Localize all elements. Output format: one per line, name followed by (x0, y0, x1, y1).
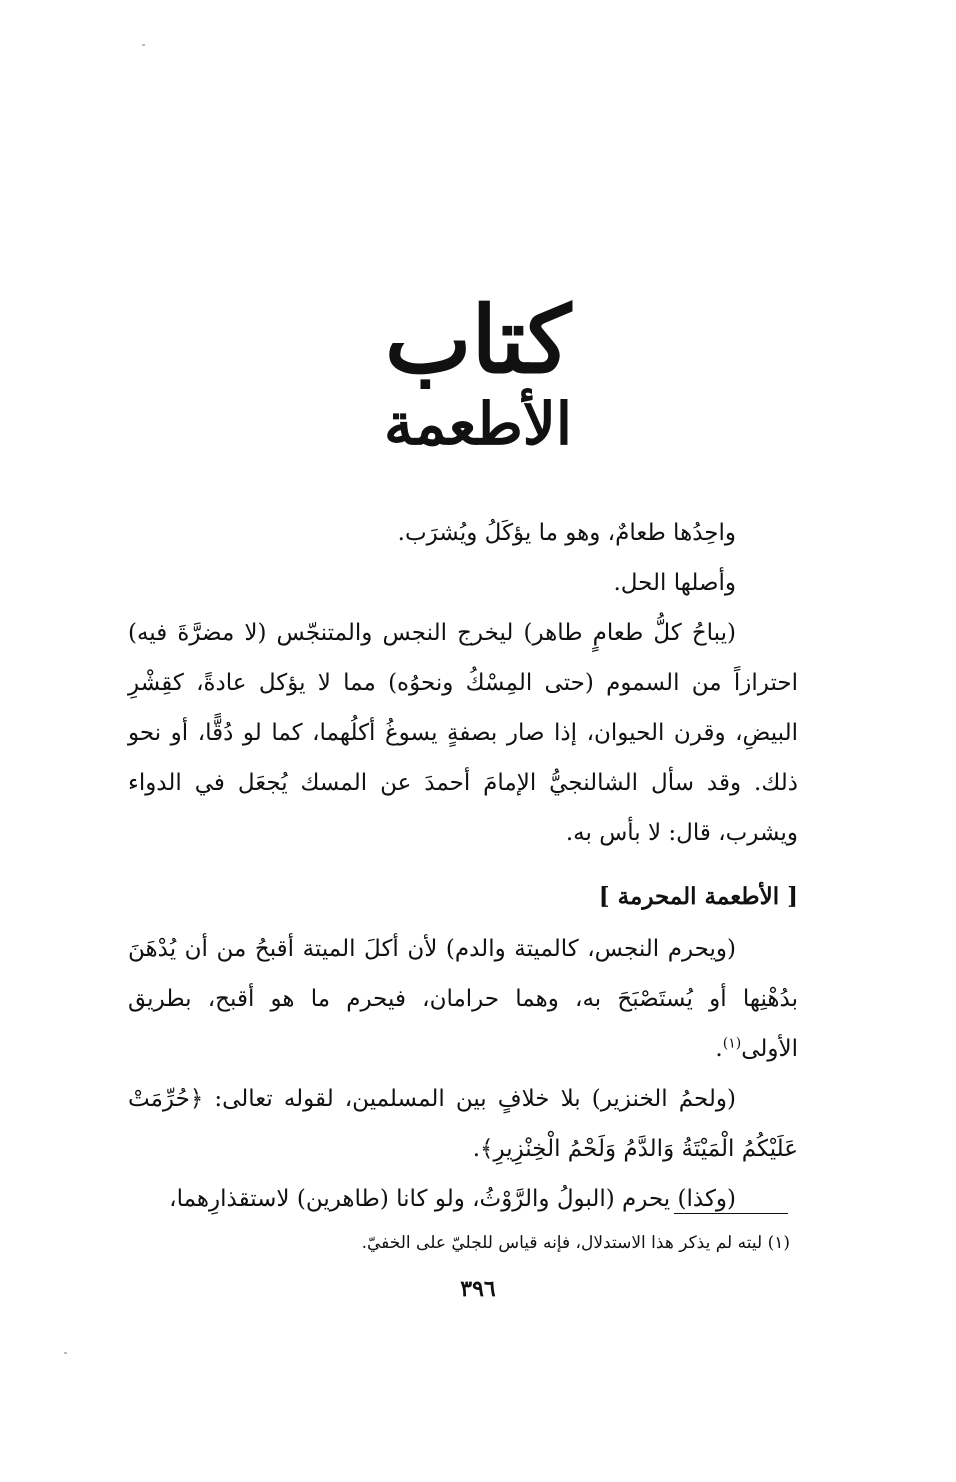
paragraph-text: (ويحرم النجس، كالميتة والدم) لأن أكلَ الميتة أقبحُ من أن يُدْهَنَ بدُهْنِها أو يُستَصْبَحَ به، وهما حرامان، فيحرم ما هو أقبح، بطريق الأولى (128, 936, 798, 1062)
paragraph: وأصلها الحل. (613, 570, 736, 596)
body-text (128, 508, 798, 1224)
chapter-title-main: كتاب (384, 286, 572, 394)
chapter-title (250, 286, 706, 458)
paragraph: واحِدُها طعامٌ، وهو ما يؤكَلُ ويُشرَب. (397, 520, 736, 546)
scan-speck (64, 1352, 67, 1354)
paragraph: (يباحُ كلُّ طعامٍ طاهر) ليخرج النجس والمتنجّس (لا مضرَّةَ فيه) احترازاً من السموم (حتى المِسْكُ ونحوُه) مما لا يؤكل عادةً، كقِشْرِ البيضِ، وقرن الحيوان، إذا صار بصفةٍ يسوغُ أكلُهما، كما لو دُقًّا، أو نحو ذلك. وقد سأل الشالنجيُّ الإمامَ أحمدَ عن المسك يُجعَل في الدواء ويشرب، قال: لا بأس به. (128, 620, 798, 846)
paragraph (128, 924, 798, 1074)
paragraph-end: . (715, 1036, 723, 1062)
paragraph: (وكذا) يحرم (البولُ والرَّوْثُ، ولو كانا (طاهرين) لاستقذارِهما، (169, 1186, 736, 1212)
section-heading: [ الأطعمة المحرمة ] (598, 883, 798, 910)
footnote-divider (674, 1213, 788, 1214)
scan-speck (142, 44, 145, 46)
footnote-reference: (١) (722, 1035, 742, 1052)
chapter-title-sub: الأطعمة (384, 390, 572, 458)
page-number: ٣٩٦ (460, 1276, 496, 1302)
paragraph: (ولحمُ الخنزير) بلا خلافٍ بين المسلمين، لقوله تعالى: ﴿حُرِّمَتْ عَلَيْكُمُ الْمَيْتَةُ وَالدَّمُ وَلَحْمُ الْخِنْزِيرِ﴾. (128, 1086, 798, 1162)
footnote: (١) ليته لم يذكر هذا الاستدلال، فإنه قياس للجليّ على الخفيّ. (361, 1233, 790, 1253)
